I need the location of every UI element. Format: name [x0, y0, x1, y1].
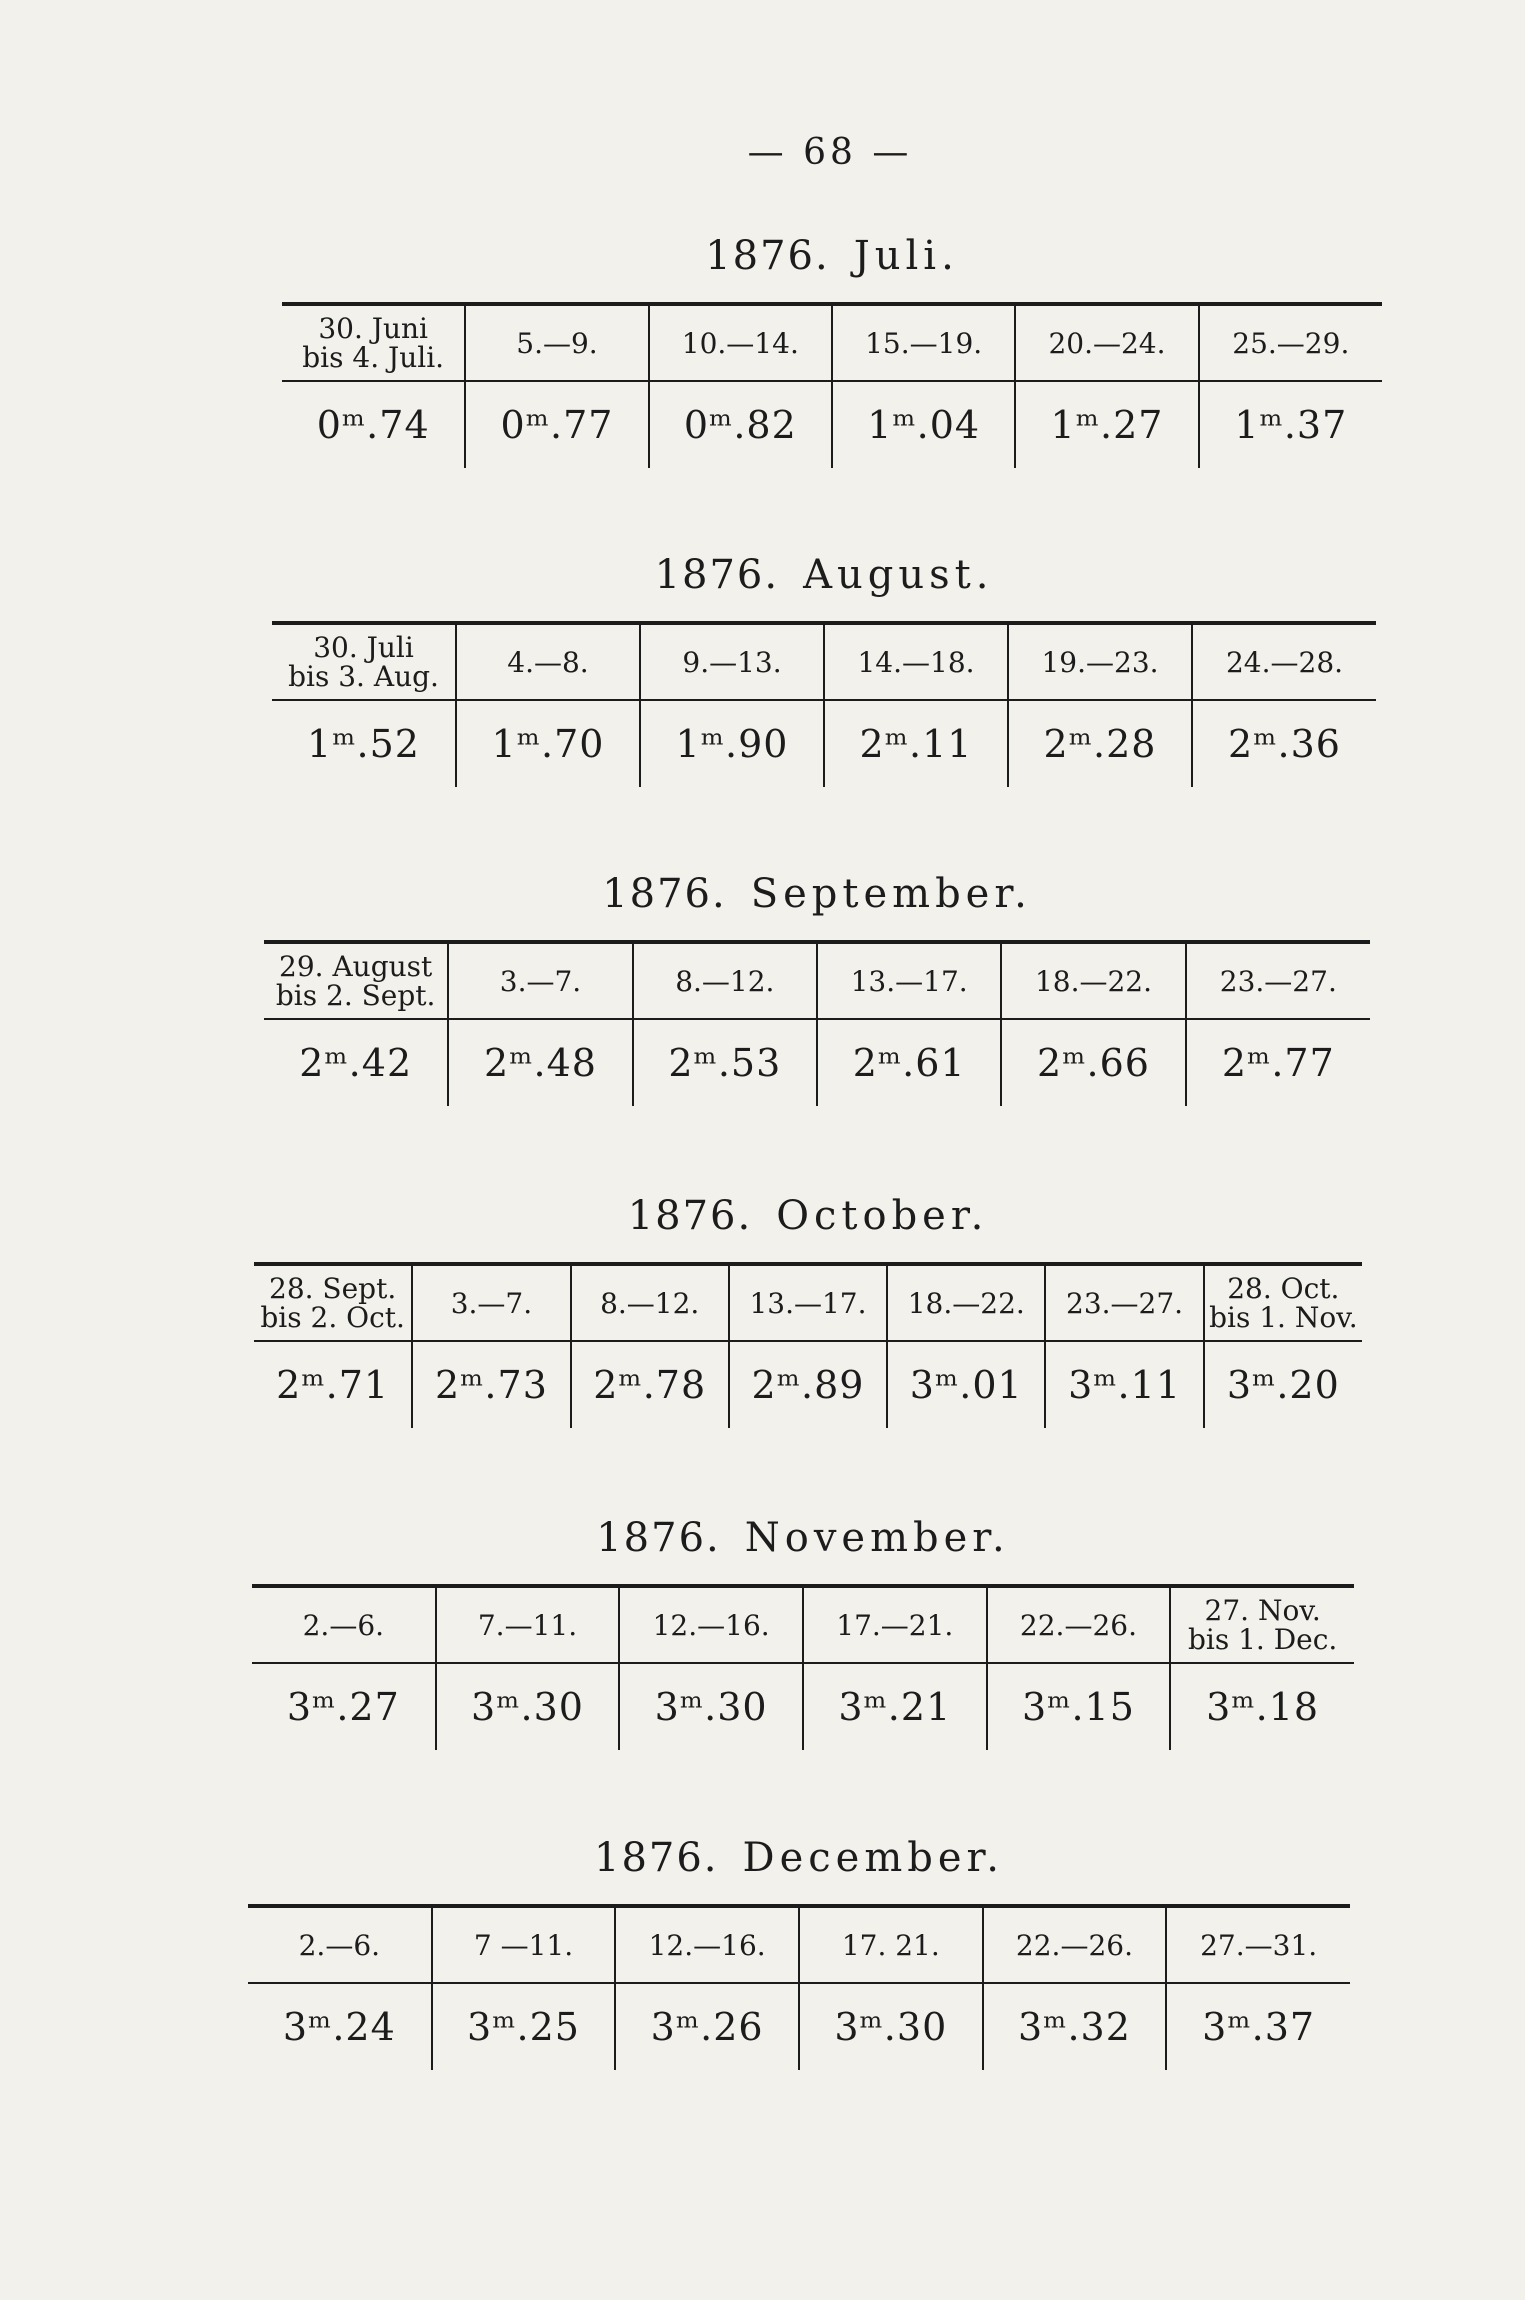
water-level-value: 2ᵐ.28 [1008, 700, 1192, 787]
water-level-value: 3ᵐ.25 [432, 1983, 616, 2070]
section-month: Juli. [853, 233, 959, 279]
section-month: December. [742, 1835, 1004, 1881]
water-level-value: 3ᵐ.18 [1170, 1663, 1354, 1750]
header-row [272, 623, 1376, 700]
period-header: 27.—31. [1166, 1906, 1350, 1983]
section-year: 1876. [594, 1835, 719, 1881]
section-december [248, 1828, 1350, 2070]
period-header: 20.—24. [1015, 304, 1198, 381]
water-level-table [252, 1584, 1354, 1750]
period-header: 15.—19. [832, 304, 1015, 381]
water-level-table [254, 1262, 1362, 1428]
period-header: 7 —11. [432, 1906, 616, 1983]
water-level-value: 2ᵐ.61 [817, 1019, 1001, 1106]
section-year: 1876. [602, 871, 727, 917]
water-level-value: 1ᵐ.04 [832, 381, 1015, 468]
water-level-value: 1ᵐ.37 [1199, 381, 1382, 468]
section-year: 1876. [596, 1515, 721, 1561]
water-level-value: 3ᵐ.26 [615, 1983, 799, 2070]
water-level-value: 2ᵐ.53 [633, 1019, 817, 1106]
header-row [264, 942, 1370, 1019]
water-level-value: 2ᵐ.73 [412, 1341, 570, 1428]
period-header: 13.—17. [817, 942, 1001, 1019]
period-header: 9.—13. [640, 623, 824, 700]
water-level-value: 1ᵐ.90 [640, 700, 824, 787]
period-header: 22.—26. [987, 1586, 1171, 1663]
water-level-value: 3ᵐ.15 [987, 1663, 1171, 1750]
water-level-value: 3ᵐ.30 [799, 1983, 983, 2070]
section-title [272, 545, 1376, 605]
value-row [252, 1663, 1354, 1750]
period-header: 24.—28. [1192, 623, 1376, 700]
header-row [252, 1586, 1354, 1663]
water-level-value: 3ᵐ.21 [803, 1663, 987, 1750]
period-header: 30. Juni bis 4. Juli. [282, 304, 465, 381]
section-september [264, 864, 1370, 1106]
section-title [254, 1186, 1362, 1246]
water-level-value: 2ᵐ.48 [448, 1019, 632, 1106]
period-header: 30. Juli bis 3. Aug. [272, 623, 456, 700]
water-level-value: 2ᵐ.11 [824, 700, 1008, 787]
period-header: 23.—27. [1186, 942, 1370, 1019]
section-juli [282, 226, 1382, 468]
period-header: 22.—26. [983, 1906, 1167, 1983]
value-row [248, 1983, 1350, 2070]
water-level-value: 2ᵐ.36 [1192, 700, 1376, 787]
water-level-table [248, 1904, 1350, 2070]
section-month: August. [803, 552, 994, 598]
value-row [254, 1341, 1362, 1428]
water-level-table [264, 940, 1370, 1106]
period-header: 29. August bis 2. Sept. [264, 942, 448, 1019]
period-header: 14.—18. [824, 623, 1008, 700]
section-year: 1876. [654, 552, 780, 598]
period-header: 28. Oct. bis 1. Nov. [1204, 1264, 1362, 1341]
water-level-value: 3ᵐ.27 [286, 1685, 400, 1729]
period-header: 28. Sept. bis 2. Oct. [254, 1264, 412, 1341]
water-level-value: 3ᵐ.37 [1166, 1983, 1350, 2070]
value-row [282, 381, 1382, 468]
period-header: 4.—8. [456, 623, 640, 700]
water-level-value: 3ᵐ.20 [1204, 1341, 1362, 1428]
period-header: 13.—17. [729, 1264, 887, 1341]
period-header: 12.—16. [615, 1906, 799, 1983]
period-header: 8.—12. [571, 1264, 729, 1341]
section-month: November. [744, 1515, 1010, 1561]
water-level-value: 1ᵐ.52 [307, 722, 420, 766]
period-header: 17. 21. [799, 1906, 983, 1983]
water-level-table [282, 302, 1382, 468]
water-level-value: 2ᵐ.42 [299, 1041, 413, 1085]
period-header: 5.—9. [465, 304, 648, 381]
water-level-value: 2ᵐ.78 [571, 1341, 729, 1428]
period-header: 2.—6. [248, 1906, 432, 1983]
period-header: 3.—7. [448, 942, 632, 1019]
section-title [252, 1508, 1354, 1568]
period-header: 17.—21. [803, 1586, 987, 1663]
water-level-value: 3ᵐ.30 [619, 1663, 803, 1750]
period-header: 3.—7. [412, 1264, 570, 1341]
period-header: 23.—27. [1045, 1264, 1203, 1341]
water-level-table [272, 621, 1376, 787]
header-row [254, 1264, 1362, 1341]
section-title [248, 1828, 1350, 1888]
water-level-value: 3ᵐ.11 [1045, 1341, 1203, 1428]
section-november [252, 1508, 1354, 1750]
water-level-value: 1ᵐ.27 [1015, 381, 1198, 468]
header-row [248, 1906, 1350, 1983]
section-month: October. [776, 1193, 989, 1239]
water-level-value: 2ᵐ.89 [729, 1341, 887, 1428]
water-level-value: 3ᵐ.30 [436, 1663, 620, 1750]
period-header: 25.—29. [1199, 304, 1382, 381]
period-header: 7.—11. [436, 1586, 620, 1663]
section-title [264, 864, 1370, 924]
section-month: September. [750, 871, 1032, 917]
value-row [272, 700, 1376, 787]
water-level-value: 3ᵐ.24 [282, 2005, 396, 2049]
water-level-value: 0ᵐ.82 [649, 381, 832, 468]
section-title [282, 226, 1382, 286]
water-level-value: 0ᵐ.74 [316, 403, 430, 447]
period-header: 12.—16. [619, 1586, 803, 1663]
period-header: 18.—22. [1001, 942, 1185, 1019]
period-header: 10.—14. [649, 304, 832, 381]
water-level-value: 2ᵐ.66 [1001, 1019, 1185, 1106]
section-year: 1876. [705, 233, 830, 279]
water-level-value: 0ᵐ.77 [465, 381, 648, 468]
period-header: 19.—23. [1008, 623, 1192, 700]
water-level-value: 1ᵐ.70 [456, 700, 640, 787]
period-header: 8.—12. [633, 942, 817, 1019]
water-level-value: 3ᵐ.01 [887, 1341, 1045, 1428]
header-row [282, 304, 1382, 381]
water-level-value: 2ᵐ.71 [276, 1363, 390, 1407]
period-header: 18.—22. [887, 1264, 1045, 1341]
section-year: 1876. [627, 1193, 753, 1239]
water-level-value: 2ᵐ.77 [1186, 1019, 1370, 1106]
water-level-value: 3ᵐ.32 [983, 1983, 1167, 2070]
value-row [264, 1019, 1370, 1106]
section-october [254, 1186, 1362, 1428]
page-number: — 68 — [747, 132, 913, 173]
section-august [272, 545, 1376, 787]
period-header: 2.—6. [252, 1586, 436, 1663]
period-header: 27. Nov. bis 1. Dec. [1170, 1586, 1354, 1663]
